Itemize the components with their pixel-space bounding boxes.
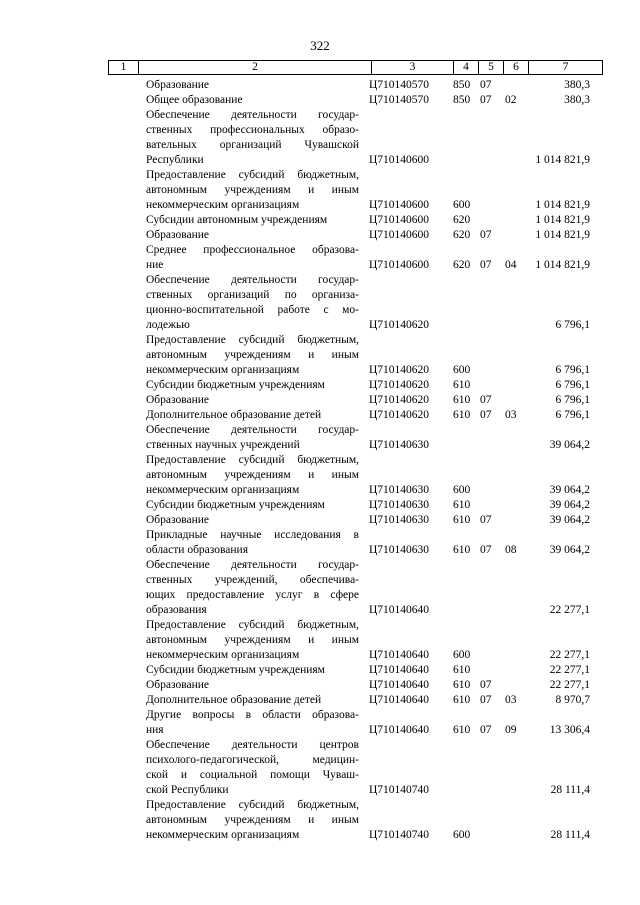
table-row: [0, 408, 640, 423]
row-col-4: 620: [453, 259, 471, 271]
row-col-4: 600: [453, 199, 471, 211]
row-amount: 39 064,2: [549, 544, 590, 556]
row-name-line: ционно-воспитательной работе с мо-: [146, 304, 359, 316]
row-code: Ц710140630: [369, 499, 430, 511]
row-name: [146, 678, 359, 693]
row-amount: 22 277,1: [549, 649, 590, 661]
table-row: [0, 378, 640, 393]
row-amount: 13 306,4: [549, 724, 590, 736]
row-amount: 8 970,7: [555, 694, 590, 706]
table-row: [0, 453, 640, 498]
row-code: Ц710140620: [369, 379, 430, 391]
row-amount: 22 277,1: [549, 604, 590, 616]
table-row: [0, 243, 640, 273]
table-row: [0, 528, 640, 558]
row-col-5: 07: [480, 259, 492, 271]
row-col-4: 610: [453, 409, 471, 421]
row-code: Ц710140600: [369, 229, 430, 241]
row-code: Ц710140640: [369, 604, 430, 616]
row-code: Ц710140740: [369, 784, 430, 796]
row-name: [146, 108, 359, 168]
row-name-line: Обеспечение деятельности государ-: [146, 274, 359, 286]
row-name-line: Прикладные научные исследования в: [146, 529, 359, 541]
row-col-5: 07: [480, 394, 492, 406]
row-col-5: 07: [480, 694, 492, 706]
page-number: 322: [310, 38, 330, 53]
row-col-4: 610: [453, 679, 471, 691]
row-name-line: психолого-педагогической, медицин-: [146, 754, 359, 766]
row-code: Ц710140640: [369, 664, 430, 676]
row-name-line: Образование: [146, 679, 210, 691]
row-code: Ц710140630: [369, 484, 430, 496]
row-name-line: Обеспечение деятельности государ-: [146, 109, 359, 121]
row-code: Ц710140570: [369, 79, 430, 91]
row-col-5: 07: [480, 724, 492, 736]
row-col-4: 610: [453, 394, 471, 406]
row-name-line: ственных организаций по организа-: [146, 289, 359, 301]
table-header: [108, 60, 603, 75]
row-col-6: 03: [505, 409, 517, 421]
row-name-line: Предоставление субсидий бюджетным,: [146, 799, 359, 811]
table-row: [0, 693, 640, 708]
table-row: [0, 738, 640, 798]
table-row: [0, 273, 640, 333]
row-name-line: области образования: [146, 544, 248, 556]
table-row: [0, 558, 640, 618]
row-name-line: Другие вопросы в области образова-: [146, 709, 359, 721]
row-code: Ц710140640: [369, 694, 430, 706]
row-col-4: 620: [453, 229, 471, 241]
row-amount: 6 796,1: [555, 394, 590, 406]
row-name-line: некоммерческим организациям: [146, 199, 300, 211]
row-col-4: 850: [453, 94, 471, 106]
row-code: Ц710140600: [369, 154, 430, 166]
row-name: [146, 618, 359, 663]
row-col-4: 600: [453, 829, 471, 841]
row-col-4: 610: [453, 724, 471, 736]
row-amount: 28 111,4: [550, 784, 590, 796]
row-name-line: Обеспечение деятельности государ-: [146, 424, 359, 436]
table-row: [0, 708, 640, 738]
row-amount: 380,3: [564, 79, 590, 91]
table-body: [0, 78, 640, 843]
row-name-line: Субсидии автономным учреждениям: [146, 214, 328, 226]
row-col-4: 610: [453, 379, 471, 391]
header-col-6: 6: [504, 61, 529, 74]
row-name-line: Обеспечение деятельности центров: [146, 739, 359, 751]
row-name: [146, 738, 359, 798]
row-name-line: ющих предоставление услуг в сфере: [146, 589, 359, 601]
row-col-4: 600: [453, 649, 471, 661]
table-row: [0, 93, 640, 108]
header-col-5: 5: [479, 61, 504, 74]
row-name: [146, 558, 359, 618]
row-col-4: 610: [453, 514, 471, 526]
row-name-line: Предоставление субсидий бюджетным,: [146, 619, 359, 631]
row-col-4: 610: [453, 664, 471, 676]
row-amount: 1 014 821,9: [535, 154, 590, 166]
table-row: [0, 168, 640, 213]
row-name-line: автономным учреждениям и иным: [146, 634, 359, 646]
row-name: [146, 423, 359, 453]
row-name-line: Субсидии бюджетным учреждениям: [146, 499, 325, 511]
row-col-5: 07: [480, 94, 492, 106]
row-name: [146, 663, 359, 678]
row-amount: 6 796,1: [555, 379, 590, 391]
row-name-line: некоммерческим организациям: [146, 484, 300, 496]
row-name: [146, 453, 359, 498]
row-name-line: Предоставление субсидий бюджетным,: [146, 169, 359, 181]
row-name-line: автономным учреждениям и иным: [146, 469, 359, 481]
row-name-line: ской и социальной помощи Чуваш-: [146, 769, 359, 781]
row-col-4: 620: [453, 214, 471, 226]
row-name-line: ственных научных учреждений: [146, 439, 300, 451]
table-row: [0, 663, 640, 678]
row-name-line: ственных профессиональных образо-: [146, 124, 359, 136]
row-code: Ц710140640: [369, 679, 430, 691]
row-code: Ц710140600: [369, 199, 430, 211]
row-name-line: Образование: [146, 79, 210, 91]
row-col-4: 610: [453, 499, 471, 511]
row-name-line: Республики: [146, 154, 204, 166]
row-name: [146, 393, 359, 408]
row-col-4: 600: [453, 484, 471, 496]
row-amount: 1 014 821,9: [535, 229, 590, 241]
row-col-6: 08: [505, 544, 517, 556]
row-amount: 1 014 821,9: [535, 259, 590, 271]
table-row: [0, 78, 640, 93]
row-name-line: Образование: [146, 514, 210, 526]
table-row: [0, 393, 640, 408]
row-code: Ц710140600: [369, 259, 430, 271]
header-col-1: 1: [109, 61, 139, 74]
row-name: [146, 168, 359, 213]
row-code: Ц710140740: [369, 829, 430, 841]
row-amount: 380,3: [564, 94, 590, 106]
row-code: Ц710140640: [369, 649, 430, 661]
row-col-5: 07: [480, 544, 492, 556]
row-code: Ц710140620: [369, 409, 430, 421]
row-amount: 39 064,2: [549, 514, 590, 526]
row-name: [146, 798, 359, 843]
row-amount: 39 064,2: [549, 439, 590, 451]
row-name-line: автономным учреждениям и иным: [146, 184, 359, 196]
row-name: [146, 408, 359, 423]
row-name-line: вательных организаций Чувашской: [146, 139, 359, 151]
row-name-line: лодежью: [146, 319, 190, 331]
row-amount: 6 796,1: [555, 409, 590, 421]
row-name-line: образования: [146, 604, 207, 616]
row-name-line: ние: [146, 259, 164, 271]
row-name-line: Общее образование: [146, 94, 243, 106]
row-col-6: 04: [505, 259, 517, 271]
row-name: [146, 693, 359, 708]
row-name: [146, 93, 359, 108]
row-code: Ц710140570: [369, 94, 430, 106]
table-row: [0, 678, 640, 693]
table-row: [0, 333, 640, 378]
row-name-line: ственных учреждений, обеспечива-: [146, 574, 359, 586]
row-name-line: Образование: [146, 394, 210, 406]
row-name-line: ской Республики: [146, 784, 229, 796]
row-col-4: 610: [453, 694, 471, 706]
row-name-line: Дополнительное образование детей: [146, 694, 322, 706]
row-name-line: некоммерческим организациям: [146, 829, 300, 841]
table-row: [0, 228, 640, 243]
row-name: [146, 513, 359, 528]
row-name: [146, 78, 359, 93]
row-col-5: 07: [480, 229, 492, 241]
header-col-2: 2: [139, 61, 372, 74]
row-name-line: Среднее профессиональное образова-: [146, 244, 359, 256]
row-code: Ц710140620: [369, 394, 430, 406]
row-name: [146, 273, 359, 333]
row-name: [146, 498, 359, 513]
table-row: [0, 513, 640, 528]
row-amount: 28 111,4: [550, 829, 590, 841]
row-code: Ц710140630: [369, 544, 430, 556]
row-amount: 1 014 821,9: [535, 199, 590, 211]
row-name-line: Обеспечение деятельности государ-: [146, 559, 359, 571]
table-row: [0, 213, 640, 228]
row-name: [146, 708, 359, 738]
row-name-line: некоммерческим организациям: [146, 649, 300, 661]
row-amount: 1 014 821,9: [535, 214, 590, 226]
row-col-5: 07: [480, 79, 492, 91]
row-name-line: Субсидии бюджетным учреждениям: [146, 664, 325, 676]
table-row: [0, 618, 640, 663]
row-name: [146, 378, 359, 393]
row-name: [146, 228, 359, 243]
header-col-7: 7: [562, 61, 569, 73]
row-col-5: 07: [480, 409, 492, 421]
table-row: [0, 108, 640, 168]
row-name: [146, 333, 359, 378]
row-col-5: 07: [480, 679, 492, 691]
row-amount: 22 277,1: [549, 679, 590, 691]
row-amount: 6 796,1: [555, 319, 590, 331]
row-name-line: некоммерческим организациям: [146, 364, 300, 376]
row-name-line: Предоставление субсидий бюджетным,: [146, 334, 359, 346]
row-name: [146, 243, 359, 273]
row-name-line: ния: [146, 724, 164, 736]
row-code: Ц710140620: [369, 319, 430, 331]
row-code: Ц710140620: [369, 364, 430, 376]
table-row: [0, 423, 640, 453]
row-col-6: 09: [505, 724, 517, 736]
row-code: Ц710140600: [369, 214, 430, 226]
row-name-line: Субсидии бюджетным учреждениям: [146, 379, 325, 391]
row-code: Ц710140630: [369, 514, 430, 526]
header-col-3: 3: [372, 61, 454, 74]
row-name: [146, 528, 359, 558]
row-amount: 6 796,1: [555, 364, 590, 376]
row-code: Ц710140640: [369, 724, 430, 736]
row-name: [146, 213, 359, 228]
row-name-line: Предоставление субсидий бюджетным,: [146, 454, 359, 466]
row-name-line: Образование: [146, 229, 210, 241]
table-row: [0, 798, 640, 843]
row-amount: 39 064,2: [549, 484, 590, 496]
row-code: Ц710140630: [369, 439, 430, 451]
row-col-4: 600: [453, 364, 471, 376]
row-amount: 39 064,2: [549, 499, 590, 511]
row-col-4: 610: [453, 544, 471, 556]
row-name-line: Дополнительное образование детей: [146, 409, 322, 421]
row-col-4: 850: [453, 79, 471, 91]
row-name-line: автономным учреждениям и иным: [146, 814, 359, 826]
table-row: [0, 498, 640, 513]
row-col-6: 03: [505, 694, 517, 706]
row-col-6: 02: [505, 94, 517, 106]
row-col-5: 07: [480, 514, 492, 526]
row-name-line: автономным учреждениям и иным: [146, 349, 359, 361]
header-col-4: 4: [454, 61, 479, 74]
row-amount: 22 277,1: [549, 664, 590, 676]
